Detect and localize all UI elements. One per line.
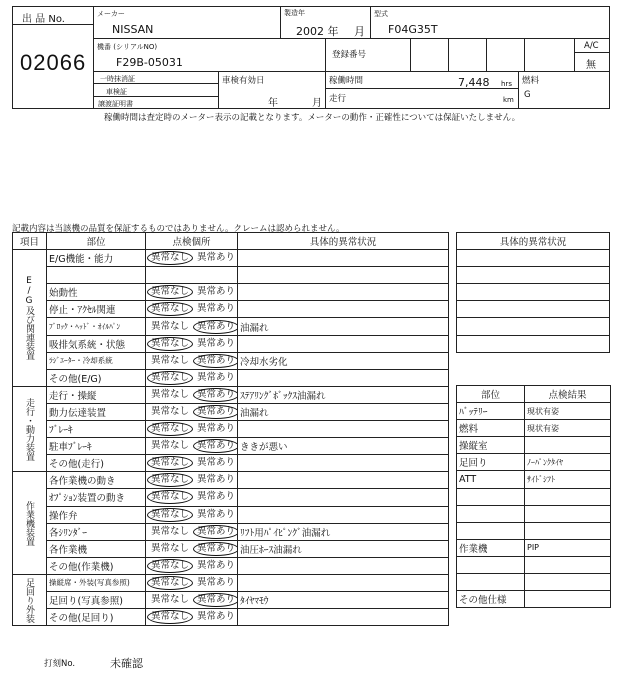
abnormal-mark: 異常あり	[197, 303, 236, 315]
result-value: 現状有姿	[525, 403, 611, 420]
table-row	[13, 386, 449, 403]
km-unit: km	[503, 96, 514, 104]
detail-cell	[238, 489, 449, 506]
result-value	[525, 488, 611, 505]
table-row	[13, 489, 449, 506]
detail-cell: 油漏れ	[238, 403, 449, 420]
part-cell: その他(作業機)	[47, 557, 146, 574]
lot-number: 02066	[20, 50, 87, 75]
part-cell: 吸排気系統・状態	[47, 335, 146, 352]
normal-mark: 異常なし	[147, 490, 193, 504]
part-cell: 操縦席・外装(写真参照)	[47, 574, 146, 591]
col-header-item: 項目	[13, 233, 47, 250]
check-cell	[146, 403, 238, 420]
ac-label: A/C	[584, 41, 599, 51]
check-cell	[146, 250, 238, 267]
detail-cell	[238, 557, 449, 574]
abnormal-mark: 異常あり	[193, 354, 237, 368]
check-cell	[146, 301, 238, 318]
model-value: F04G35T	[388, 23, 438, 36]
result-value: PIP	[525, 539, 611, 556]
check-cell	[146, 472, 238, 489]
abnormal-mark: 異常あり	[197, 252, 236, 264]
lot-label: 出 品 No.	[22, 14, 65, 25]
normal-mark: 異常なし	[147, 456, 193, 470]
abnormal-mark: 異常あり	[197, 576, 236, 588]
detail-cell	[238, 609, 449, 626]
table-row	[13, 335, 449, 352]
year-month-unit: 月	[354, 25, 365, 38]
part-cell: 操作弁	[47, 506, 146, 523]
col-header-part: 部位	[47, 233, 146, 250]
table-row	[13, 609, 449, 626]
abnormal-mark: 異常あり	[193, 405, 237, 419]
table-row	[13, 267, 449, 284]
result-part	[457, 556, 525, 573]
result-value: ﾉｰﾊﾟﾝｸﾀｲﾔ	[525, 454, 611, 471]
result-part	[457, 522, 525, 539]
check-cell	[146, 267, 238, 284]
normal-mark: 異常なし	[147, 473, 193, 487]
check-cell	[146, 386, 238, 403]
check-cell	[146, 609, 238, 626]
check-cell	[146, 455, 238, 472]
table-row	[13, 438, 449, 455]
inspection-table	[12, 232, 449, 626]
section-title: E/G及び関連装置	[24, 275, 34, 360]
detail-side-table	[456, 232, 610, 353]
detail-cell: 油漏れ	[238, 318, 449, 335]
hours-label: 稼働時間	[329, 76, 364, 86]
part-cell: ﾌﾞﾚｰｷ	[47, 421, 146, 438]
normal-mark: 異常なし	[151, 405, 190, 417]
check-cell	[146, 591, 238, 608]
result-value	[525, 505, 611, 522]
part-cell: 停止・ｱｸｾﾙ関連	[47, 301, 146, 318]
normal-mark: 異常なし	[151, 354, 190, 366]
disclaimer: 記載内容は当該機の品質を保証するものではありません。クレームは認められません。	[12, 224, 345, 234]
detail-cell	[238, 301, 449, 318]
table-row	[13, 540, 449, 557]
result-value	[525, 591, 611, 608]
result-value	[525, 437, 611, 454]
table-row	[13, 318, 449, 335]
detail-cell	[238, 267, 449, 284]
result-row	[457, 591, 611, 608]
registration-label: 登録番号	[332, 50, 367, 60]
abnormal-mark: 異常あり	[193, 593, 237, 607]
hours-note: 稼働時間は査定時のメーター表示の記載となります。メーターの動作・正確性については保証いたしません。	[104, 113, 521, 123]
normal-mark: 異常なし	[147, 251, 193, 265]
result-row	[457, 420, 611, 437]
normal-mark: 異常なし	[147, 508, 193, 522]
normal-mark: 異常なし	[147, 337, 193, 351]
serial-label: 機番 (シリアルNO)	[97, 43, 158, 51]
inspection-month-unit: 月	[312, 98, 322, 109]
result-col-result: 点検結果	[525, 386, 611, 403]
result-row	[457, 454, 611, 471]
table-row	[13, 506, 449, 523]
abnormal-mark: 異常あり	[193, 542, 237, 556]
abnormal-mark: 異常あり	[193, 439, 237, 453]
check-cell	[146, 318, 238, 335]
check-cell	[146, 438, 238, 455]
maker-value: NISSAN	[112, 23, 154, 36]
section-title: 作業機装置	[24, 500, 34, 546]
part-cell: その他(足回り)	[47, 609, 146, 626]
result-value	[525, 556, 611, 573]
detail-cell: ききが悪い	[238, 438, 449, 455]
table-row	[13, 284, 449, 301]
result-row	[457, 556, 611, 573]
detail-cell	[238, 421, 449, 438]
table-row	[13, 523, 449, 540]
col-header-detail: 具体的異常状況	[238, 233, 449, 250]
normal-mark: 異常なし	[147, 422, 193, 436]
detail-side-header: 具体的異常状況	[457, 233, 610, 250]
result-value	[525, 574, 611, 591]
result-row	[457, 471, 611, 488]
part-cell	[47, 267, 146, 284]
table-row	[13, 557, 449, 574]
check-cell	[146, 284, 238, 301]
detail-cell: ﾘﾌﾄ用ﾊﾟｲﾋﾟﾝｸﾞ油漏れ	[238, 523, 449, 540]
year-label: 製造年	[284, 9, 305, 17]
result-row	[457, 488, 611, 505]
detail-cell	[238, 455, 449, 472]
part-cell: ｵﾌﾟｼｮﾝ装置の動き	[47, 489, 146, 506]
abnormal-mark: 異常あり	[197, 559, 236, 571]
part-cell: その他(走行)	[47, 455, 146, 472]
result-part: ﾊﾞｯﾃﾘｰ	[457, 403, 525, 420]
result-value: ｻｲﾄﾞｼﾌﾄ	[525, 471, 611, 488]
stamp-value: 未確認	[110, 657, 143, 670]
abnormal-mark: 異常あり	[197, 423, 236, 435]
result-part	[457, 574, 525, 591]
result-table	[456, 385, 611, 608]
header-block	[12, 6, 610, 109]
result-part: その他仕様	[457, 591, 525, 608]
hours-unit: hrs	[501, 80, 512, 88]
part-cell: 走行・操縦	[47, 386, 146, 403]
check-cell	[146, 557, 238, 574]
check-cell	[146, 574, 238, 591]
part-cell: ﾗｼﾞｴｰﾀｰ・冷却系統	[47, 352, 146, 369]
part-cell: ﾌﾞﾛｯｸ・ﾍｯﾄﾞ・ｵｲﾙﾊﾟﾝ	[47, 318, 146, 335]
detail-cell	[238, 335, 449, 352]
temp-permit-label: 一時抹消証	[100, 75, 135, 83]
part-cell: 動力伝達装置	[47, 403, 146, 420]
vehicle-cert-label: 車検証	[106, 88, 127, 96]
result-part: 燃料	[457, 420, 525, 437]
normal-mark: 異常なし	[147, 576, 193, 590]
part-cell: その他(E/G)	[47, 369, 146, 386]
transfer-cert-label: 譲渡証明書	[98, 100, 133, 108]
fuel-value: G	[524, 90, 531, 100]
normal-mark: 異常なし	[147, 371, 193, 385]
abnormal-mark: 異常あり	[197, 371, 236, 383]
maker-label: メーカー	[97, 10, 125, 18]
model-label: 型式	[374, 10, 388, 18]
abnormal-mark: 異常あり	[197, 491, 236, 503]
result-part: 作業機	[457, 539, 525, 556]
result-part: ATT	[457, 471, 525, 488]
result-row	[457, 403, 611, 420]
result-part: 足回り	[457, 454, 525, 471]
abnormal-mark: 異常あり	[197, 337, 236, 349]
abnormal-mark: 異常あり	[197, 474, 236, 486]
check-cell	[146, 506, 238, 523]
table-row	[13, 403, 449, 420]
normal-mark: 異常なし	[151, 525, 190, 537]
abnormal-mark: 異常あり	[193, 525, 237, 539]
part-cell: 各ｼﾘﾝﾀﾞｰ	[47, 523, 146, 540]
normal-mark: 異常なし	[147, 302, 193, 316]
detail-cell: ｽﾃｱﾘﾝｸﾞﾎﾞｯｸｽ油漏れ	[238, 386, 449, 403]
part-cell: 各作業機の動き	[47, 472, 146, 489]
abnormal-mark: 異常あり	[193, 388, 237, 402]
table-row	[13, 591, 449, 608]
check-cell	[146, 352, 238, 369]
check-cell	[146, 523, 238, 540]
check-cell	[146, 540, 238, 557]
normal-mark: 異常なし	[147, 285, 193, 299]
table-row	[13, 352, 449, 369]
detail-cell	[238, 369, 449, 386]
normal-mark: 異常なし	[147, 610, 193, 624]
normal-mark: 異常なし	[151, 388, 190, 400]
normal-mark: 異常なし	[151, 440, 190, 452]
table-row	[13, 369, 449, 386]
inspection-label: 車検有効日	[222, 76, 265, 86]
table-row	[13, 301, 449, 318]
detail-cell: ﾀｲﾔﾏﾓｳ	[238, 591, 449, 608]
detail-cell	[238, 250, 449, 267]
table-row	[13, 472, 449, 489]
table-row	[13, 250, 449, 267]
normal-mark: 異常なし	[151, 542, 190, 554]
result-col-part: 部位	[457, 386, 525, 403]
check-cell	[146, 369, 238, 386]
table-row	[13, 455, 449, 472]
table-row	[13, 574, 449, 591]
year-value: 2002 年	[296, 25, 339, 38]
result-part	[457, 488, 525, 505]
result-part	[457, 505, 525, 522]
inspection-year-unit: 年	[268, 98, 278, 109]
abnormal-mark: 異常あり	[197, 508, 236, 520]
table-row	[13, 421, 449, 438]
check-cell	[146, 489, 238, 506]
detail-cell	[238, 472, 449, 489]
detail-cell	[238, 574, 449, 591]
part-cell: 駐車ﾌﾞﾚｰｷ	[47, 438, 146, 455]
result-value	[525, 522, 611, 539]
result-row	[457, 437, 611, 454]
stamp-label: 打刻No.	[44, 659, 76, 669]
result-part: 操縦室	[457, 437, 525, 454]
fuel-label: 燃料	[522, 76, 540, 86]
abnormal-mark: 異常あり	[197, 457, 236, 469]
serial-value: F29B-05031	[116, 56, 183, 69]
abnormal-mark: 異常あり	[193, 320, 237, 334]
part-cell: E/G機能・能力	[47, 250, 146, 267]
part-cell: 各作業機	[47, 540, 146, 557]
result-value: 現状有姿	[525, 420, 611, 437]
section-title: 走行・動力装置	[24, 397, 34, 461]
mileage-label: 走行	[329, 94, 347, 104]
result-row	[457, 539, 611, 556]
check-cell	[146, 335, 238, 352]
section-title: 足回り外装	[24, 577, 34, 623]
detail-cell	[238, 284, 449, 301]
result-row	[457, 505, 611, 522]
ac-value: 無	[586, 60, 596, 71]
normal-mark: 異常なし	[147, 559, 193, 573]
result-row	[457, 522, 611, 539]
normal-mark: 異常なし	[151, 594, 190, 606]
hours-value: 7,448	[458, 76, 490, 89]
check-cell	[146, 421, 238, 438]
col-header-check: 点検個所	[146, 233, 238, 250]
detail-cell	[238, 506, 449, 523]
normal-mark: 異常なし	[151, 320, 190, 332]
abnormal-mark: 異常あり	[197, 611, 236, 623]
abnormal-mark: 異常あり	[197, 286, 236, 298]
part-cell: 足回り(写真参照)	[47, 591, 146, 608]
detail-cell: 油圧ﾎｰｽ油漏れ	[238, 540, 449, 557]
result-row	[457, 574, 611, 591]
part-cell: 始動性	[47, 284, 146, 301]
detail-cell: 冷却水劣化	[238, 352, 449, 369]
